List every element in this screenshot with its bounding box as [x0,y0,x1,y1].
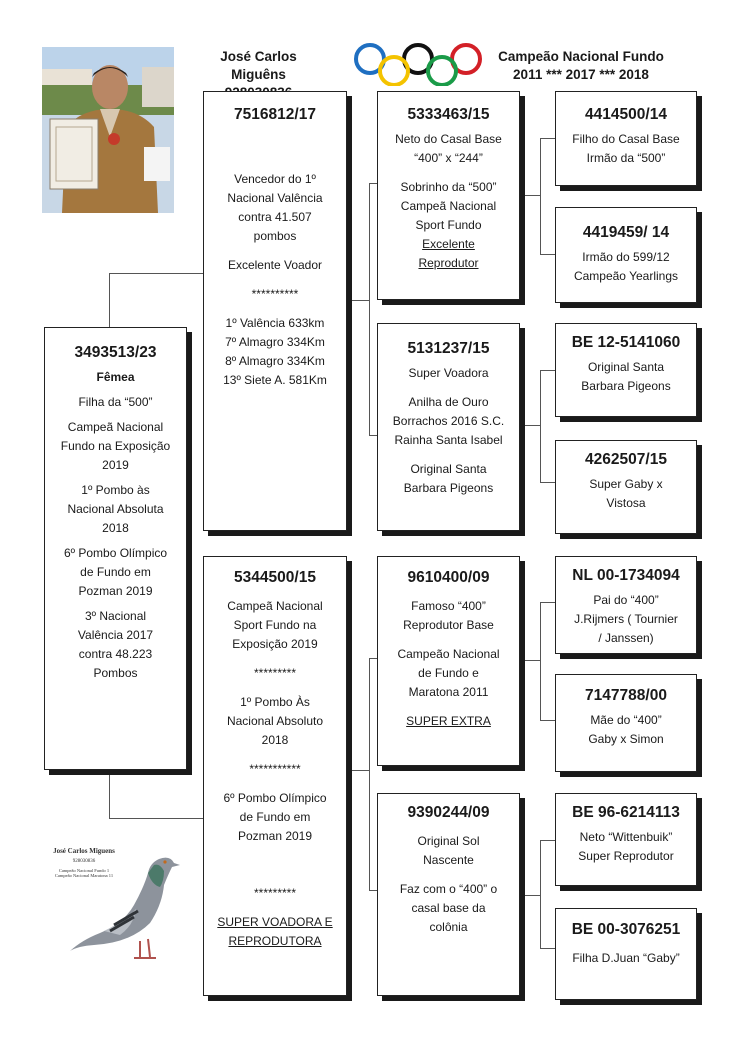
title-header [492,48,670,84]
main-bird-line: Campeã Nacional [67,420,164,434]
great-grandparent-box [555,908,697,1000]
grandparent-box [377,323,520,531]
grandparent-ring: 5333463/15 [407,106,490,123]
sire-line: 7º Almagro 334Km [225,335,325,349]
connector-sire-vert [369,183,370,435]
main-bird-box [44,327,187,770]
dam-line: ********* [253,666,297,680]
connector-gp1-out [520,195,540,196]
grandparent-box [377,793,520,996]
great-grandparent-ring: 7147788/00 [585,687,667,704]
grandparent-line: “400” x “244” [414,151,483,165]
great-grandparent-box [555,323,697,417]
dam-line: 1º Pombo Às [240,695,310,709]
connector-gp4-vert [540,840,541,948]
sire-line: ********** [251,287,299,301]
grandparent-line: colônia [429,920,468,934]
connector-gp1-vert [540,138,541,254]
sire-line: Nacional Valência [227,191,323,205]
connector-main-bottom [109,770,110,818]
great-grandparent-line: Vistosa [606,496,646,510]
grandparent-ring: 9610400/09 [407,569,490,586]
olympic-rings-logo [344,42,492,86]
main-bird-line: 6º Pombo Olímpico [63,546,168,560]
grandparent-line: de Fundo e [418,666,479,680]
sire-line: 13º Siete A. 581Km [223,373,327,387]
dam-line: SUPER VOADORA E [217,915,333,929]
grandparent-line: Rainha Santa Isabel [394,433,503,447]
main-bird-line: 2019 [102,458,129,472]
dam-line: 6º Pombo Olímpico [223,791,327,805]
caption-line1: Campeão Nacional Fundo 1 [58,868,110,873]
great-grandparent-line: Gaby x Simon [588,732,664,746]
dam-line: Exposição 2019 [232,637,318,651]
grandparent-line: Barbara Pigeons [403,481,494,495]
main-bird-line: 1º Pombo às [81,483,150,497]
connector-gp2-out [520,425,540,426]
great-grandparent-ring: 4419459/ 14 [582,224,670,241]
great-grandparent-ring: BE 12-5141060 [571,334,681,351]
great-grandparent-line: Original Santa [587,360,665,374]
connector-sire-gp2 [369,435,377,436]
grandparent-line: SUPER EXTRA [406,714,491,728]
great-grandparent-ring: 4414500/14 [585,106,667,123]
connector-gp3-ggp6 [540,720,555,721]
grandparent-line: Original Sol [417,834,480,848]
great-grandparent-line: / Janssen) [598,631,654,645]
header-years: 2011 *** 2017 *** 2018 [513,67,649,82]
great-grandparent-box [555,556,697,654]
caption-line2: Campeão Nacional Maratona 11 [54,873,114,878]
caption-name: José Carlos Miguens [53,847,115,855]
connector-sire-gp1 [369,183,377,184]
sire-box [203,91,347,531]
connector-gp1-ggp1 [540,138,555,139]
grandparent-line: Sport Fundo [415,218,482,232]
main-bird-line: 3º Nacional [84,609,147,623]
dam-line: de Fundo em [239,810,311,824]
great-grandparent-line: Filha D.Juan “Gaby” [572,951,680,965]
header-title: Campeão Nacional Fundo [498,49,664,64]
great-grandparent-line: Pai do “400” [593,593,659,607]
connector-gp3-vert [540,602,541,720]
main-bird-line: Valência 2017 [77,628,154,642]
great-grandparent-line: Neto “Wittenbuik” [579,830,673,844]
great-grandparent-ring: BE 96-6214113 [572,804,680,821]
great-grandparent-line: J.Rijmers ( Tournier [574,612,678,626]
owner-photo [42,47,174,213]
great-grandparent-ring: BE 00-3076251 [571,921,681,938]
dam-line: Campeã Nacional [227,599,323,613]
great-grandparent-line: Irmão do 599/12 [582,250,670,264]
great-grandparent-ring: NL 00-1734094 [572,567,680,584]
dam-box [203,556,347,996]
connector-dam-vert [369,658,370,890]
grandparent-line: Reprodutor Base [403,618,494,632]
sire-line: 1º Valência 633km [225,316,325,330]
main-bird-line: 2018 [102,521,129,535]
main-bird-line: Nacional Absoluta [67,502,164,516]
main-bird-line: Fundo na Exposição [60,439,171,453]
sire-ring: 7516812/17 [234,106,316,123]
grandparent-box [377,91,520,300]
connector-gp4-out [520,895,540,896]
dam-line: ********* [253,886,297,900]
dam-line: 2018 [261,733,289,747]
great-grandparent-line: Barbara Pigeons [581,379,671,393]
connector-dam-gp3 [369,658,377,659]
connector-dam-gp4 [369,890,377,891]
grandparent-line: casal base da [411,901,486,915]
sire-line: contra 41.507 [238,210,312,224]
main-bird-line: Pozman 2019 [78,584,153,598]
sire-line: Vencedor do 1º [234,172,316,186]
connector-gp2-ggp4 [540,482,555,483]
grandparent-ring: 5131237/15 [407,340,490,357]
great-grandparent-line: Super Gaby x [589,477,663,491]
main-bird-line: contra 48.223 [78,647,153,661]
sire-line: pombos [253,229,297,243]
great-grandparent-line: Irmão da “500” [586,151,666,165]
grandparent-box [377,556,520,766]
main-bird-line: Filha da “500” [78,395,153,409]
grandparent-line: Super Voadora [408,366,489,380]
great-grandparent-line: Mãe do “400” [590,713,662,727]
bird-photo [44,845,184,970]
great-grandparent-box [555,440,697,534]
grandparent-line: Sobrinho da “500” [400,180,497,194]
grandparent-line: Nascente [423,853,474,867]
grandparent-line: Reprodutor [418,256,479,270]
grandparent-line: Excelente [422,237,475,251]
grandparent-line: Borrachos 2016 S.C. [392,414,505,428]
main-bird-sex: Fêmea [96,370,135,384]
sire-line: 8º Almagro 334Km [225,354,325,368]
great-grandparent-box [555,91,697,186]
dam-line: Sport Fundo na [233,618,317,632]
connector-gp1-ggp2 [540,254,555,255]
grandparent-line: Original Santa [410,462,487,476]
main-bird-line: de Fundo em [80,565,151,579]
main-bird-line: Pombos [93,666,138,680]
main-bird-ring: 3493513/23 [74,344,157,361]
connector-main-dam [109,818,203,819]
great-grandparent-ring: 4262507/15 [585,451,667,468]
dam-line: REPRODUTORA [228,934,322,948]
connector-sire-out [351,300,369,301]
great-grandparent-line: Filho do Casal Base [572,132,680,146]
grandparent-ring: 9390244/09 [407,804,490,821]
grandparent-line: Campeão Nacional [397,647,500,661]
owner-name: José Carlos Miguêns [220,49,297,82]
grandparent-line: Faz com o “400” o [399,882,498,896]
dam-line: Pozman 2019 [237,829,313,843]
connector-gp3-ggp5 [540,602,555,603]
great-grandparent-box [555,207,697,303]
dam-line: *********** [249,762,301,776]
dam-ring: 5344500/15 [234,569,316,586]
connector-dam-out [351,770,369,771]
caption-phone: 928030836 [72,859,96,864]
grandparent-line: Famoso “400” [411,599,486,613]
grandparent-line: Neto do Casal Base [395,132,502,146]
connector-gp2-ggp3 [540,370,555,371]
grandparent-line: Anilha de Ouro [408,395,489,409]
grandparent-line: Maratona 2011 [408,685,489,699]
sire-line: Excelente Voador [227,258,323,272]
connector-main-top [109,273,110,328]
pigeon-icon [64,845,184,970]
great-grandparent-line: Campeão Yearlings [573,269,679,283]
connector-gp3-out [520,660,540,661]
dam-line: Nacional Absoluto [226,714,324,728]
connector-gp2-vert [540,370,541,482]
great-grandparent-line: Super Reprodutor [578,849,674,863]
connector-main-sire [109,273,203,274]
grandparent-line: Campeã Nacional [400,199,497,213]
connector-gp4-ggp8 [540,948,555,949]
connector-gp4-ggp7 [540,840,555,841]
great-grandparent-box [555,674,697,772]
great-grandparent-box [555,793,697,886]
